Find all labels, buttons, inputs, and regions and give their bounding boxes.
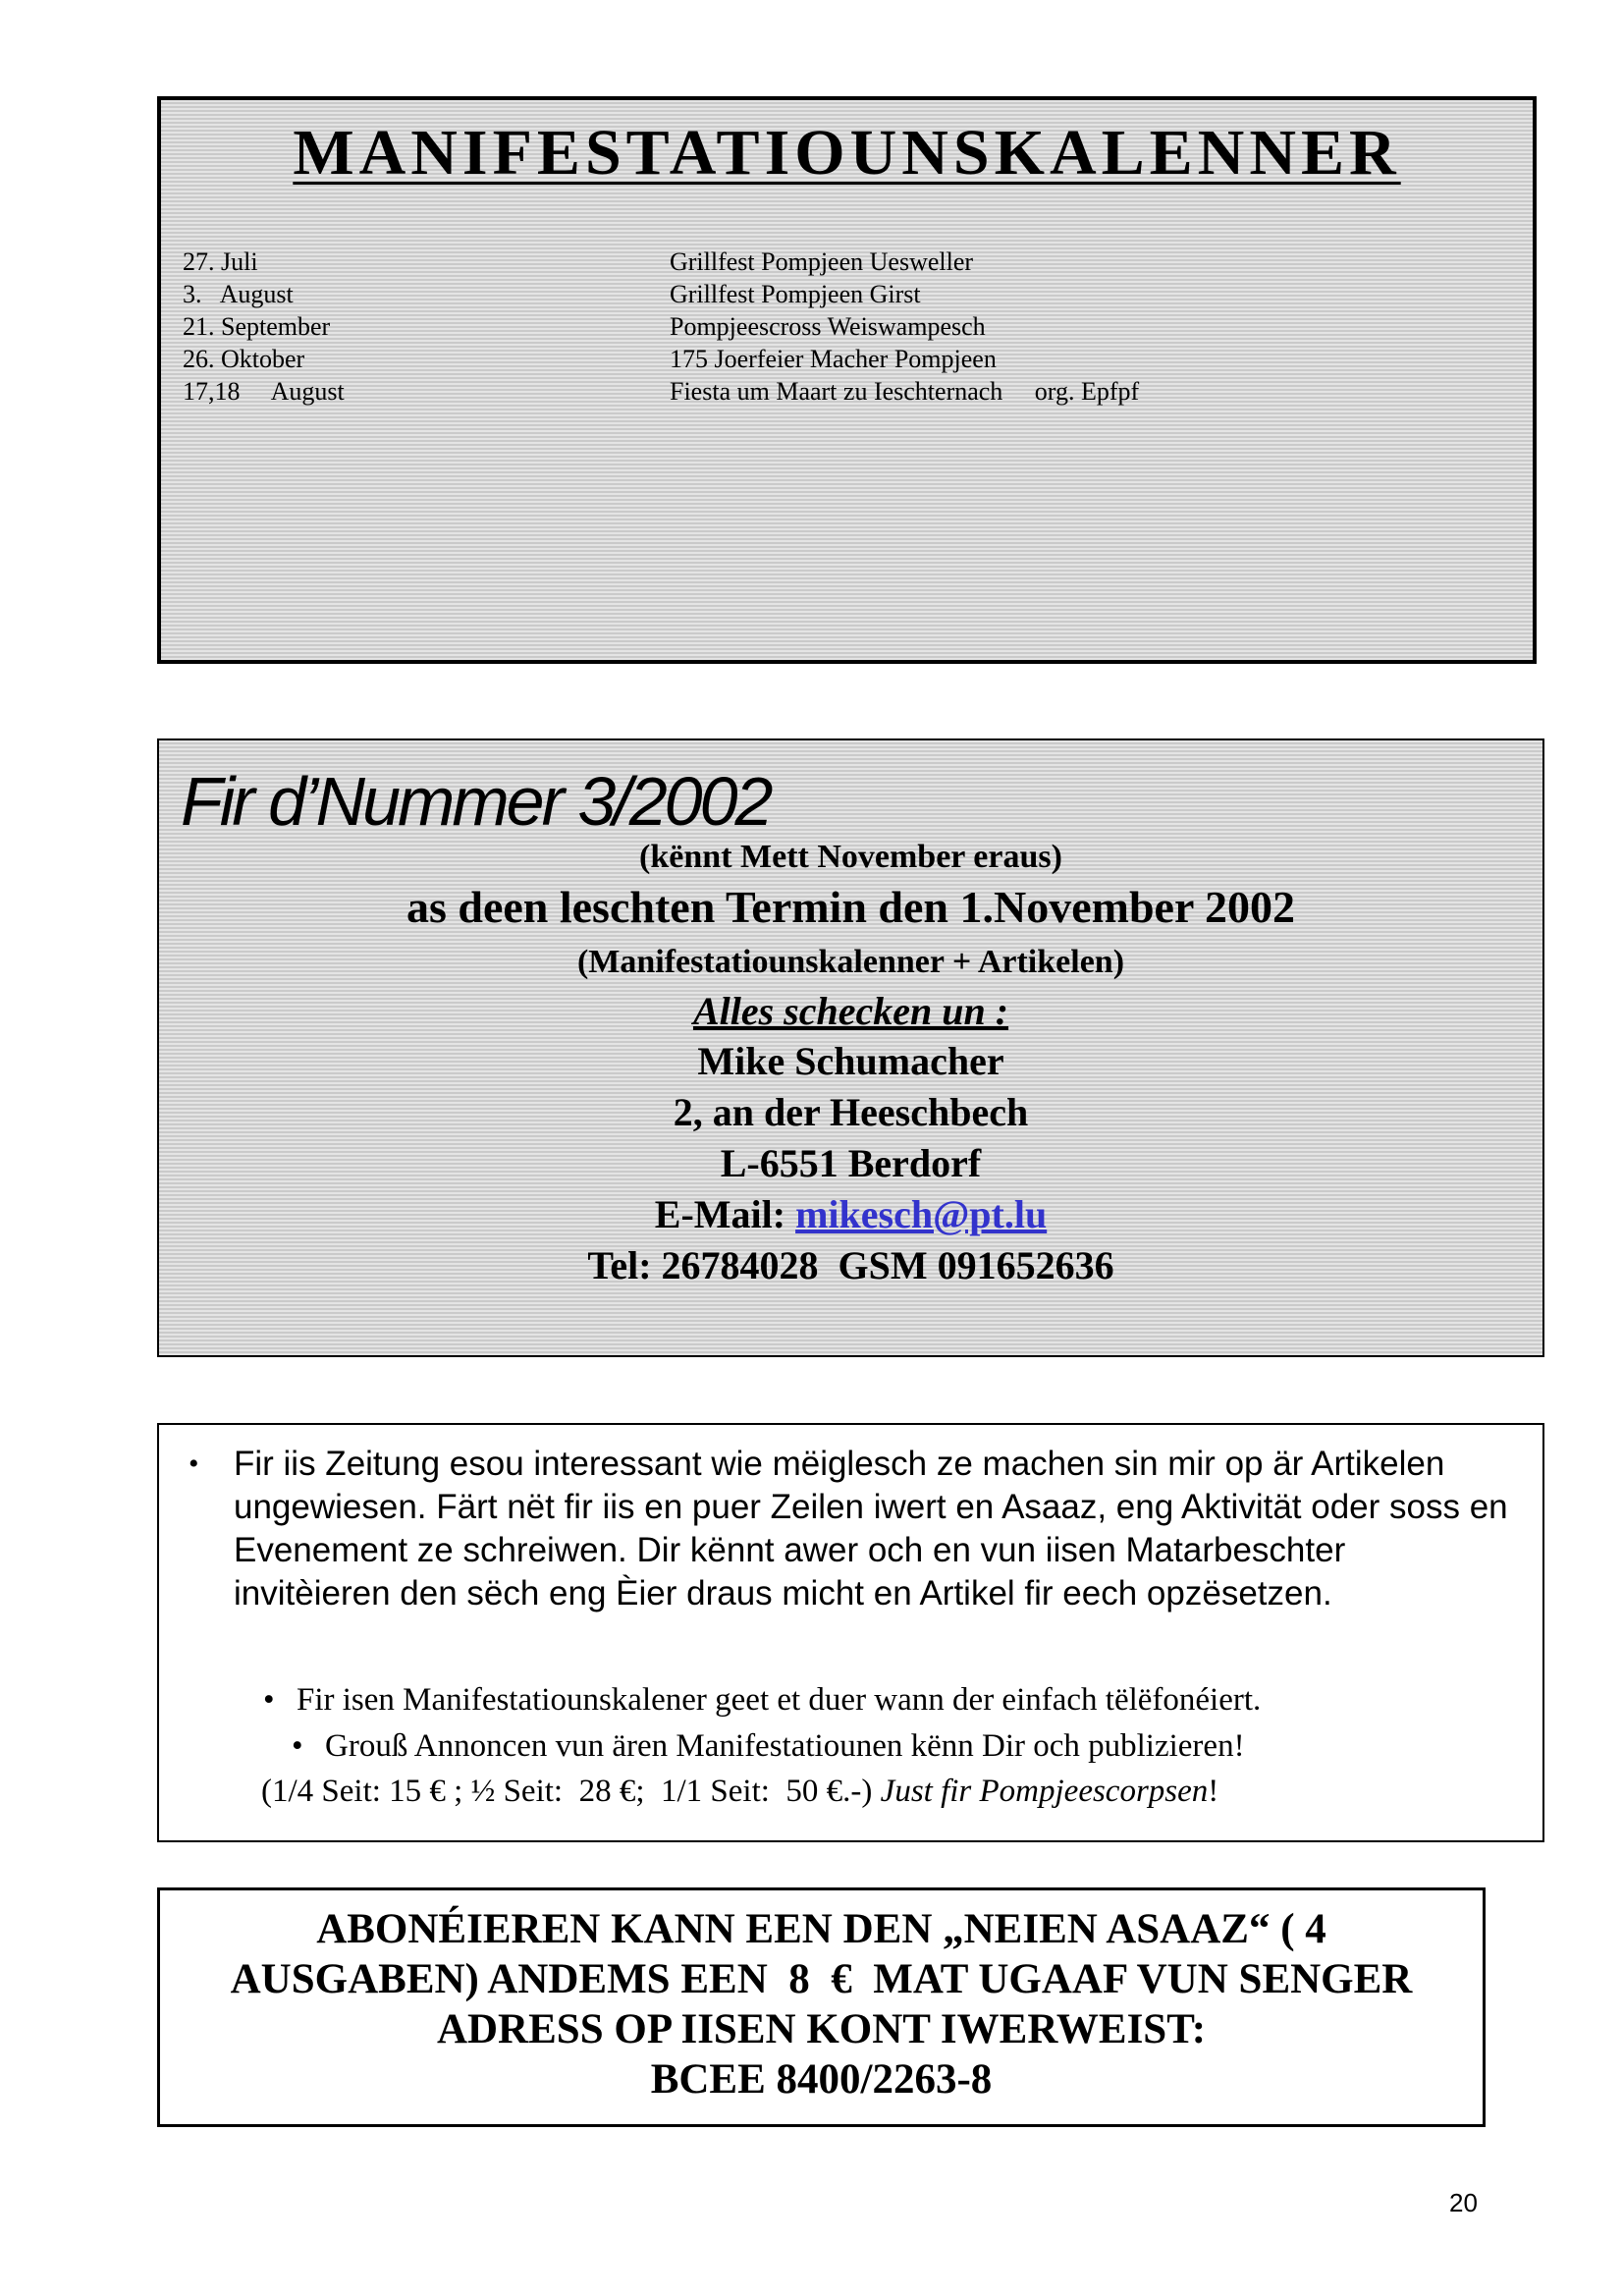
price-list: (1/4 Seit: 15 € ; ½ Seit: 28 €; 1/1 Seit: 50 €.-): [261, 1774, 881, 1809]
calendar-row: [183, 310, 1459, 343]
deadline-statement: as deen leschten Termin den 1.November 2002: [406, 882, 1296, 932]
price-audience: Just fir Pompjeescorpsen: [880, 1774, 1209, 1809]
bullet-icon: •: [189, 1448, 199, 1480]
calendar-row: [183, 343, 1459, 375]
deadline-box: [157, 738, 1544, 1357]
event-calendar-box: [157, 96, 1537, 664]
subscription-text: [160, 1904, 1483, 2105]
calendar-date: 17,18 August: [183, 377, 345, 406]
calendar-row: [183, 375, 1459, 408]
info-bullet-item: [263, 1678, 1261, 1722]
subscription-line: ABONÉIEREN KANN EEN DEN „NEIEN ASAAZ“ ( 4: [316, 1906, 1326, 1952]
subscription-line: ADRESS OP IISEN KONT IWERWEIST:: [436, 2006, 1207, 2052]
calendar-row: [183, 278, 1459, 310]
subscription-box: [157, 1887, 1486, 2127]
deadline-heading: Fir d’Nummer 3/2002: [181, 763, 771, 840]
page-number: 20: [1449, 2188, 1478, 2217]
ad-prices: [261, 1770, 1218, 1813]
email-link[interactable]: mikesch@pt.lu: [795, 1192, 1048, 1236]
contact-name: Mike Schumacher: [697, 1039, 1004, 1083]
calendar-event: Fiesta um Maart zu Ieschternach org. Epfpf: [670, 377, 1140, 406]
calendar-date: 26. Oktober: [183, 345, 305, 373]
calendar-note: Fir isen Manifestatiounskalener geet et duer wann der einfach tëlëfonéiert.: [297, 1682, 1262, 1718]
bullet-icon: •: [263, 1682, 275, 1718]
calendar-row: [183, 246, 1459, 278]
calendar-date: 3. August: [183, 280, 294, 308]
calendar-event: Pompjeescross Weiswampesch: [670, 312, 986, 341]
send-to-label: Alles schecken un :: [692, 989, 1009, 1033]
bank-account: BCEE 8400/2263-8: [650, 2056, 993, 2103]
calendar-list: [183, 246, 1459, 408]
contact-city: L-6551 Berdorf: [720, 1141, 982, 1185]
bullet-icon: •: [292, 1728, 303, 1764]
calendar-date: 21. September: [183, 312, 331, 341]
calendar-event: Grillfest Pompjeen Uesweller: [670, 247, 974, 276]
info-box: [157, 1423, 1544, 1842]
contact-email-line: [159, 1191, 1542, 1237]
info-bullet-item: [292, 1724, 1245, 1768]
price-end: !: [1208, 1774, 1219, 1809]
calendar-date: 27. Juli: [183, 247, 258, 276]
calendar-event: Grillfest Pompjeen Girst: [670, 280, 921, 308]
email-label: E-Mail:: [654, 1192, 796, 1236]
subscription-line: AUSGABEN) ANDEMS EEN 8 € MAT UGAAF VUN SENGER: [230, 1956, 1413, 2002]
contact-street: 2, an der Heeschbech: [673, 1090, 1029, 1134]
release-note: (kënnt Mett November eraus): [639, 839, 1062, 875]
calendar-title: MANIFESTATIOUNSKALENNER: [293, 117, 1401, 189]
info-paragraph: Fir iis Zeitung esou interessant wie mëiglesch ze machen sin mir op är Artikelen ungewiesen. Färt nët fir iis en puer Zeilen iwert en Asaaz, eng Aktivität oder soss en Evenement ze schreiwen. Dir kënnt awer och en vun iisen Matarbeschter invitèieren den sëch eng Èier draus micht en Artikel fir eech opzësetzen.: [234, 1445, 1508, 1613]
calendar-event: 175 Joerfeier Macher Pompjeen: [670, 345, 997, 373]
deadline-scope: (Manifestatiounskalenner + Artikelen): [576, 944, 1125, 980]
contact-phone: Tel: 26784028 GSM 091652636: [587, 1243, 1114, 1287]
ads-note: Grouß Annoncen vun ären Manifestatiounen kënn Dir och publizieren!: [325, 1728, 1245, 1764]
